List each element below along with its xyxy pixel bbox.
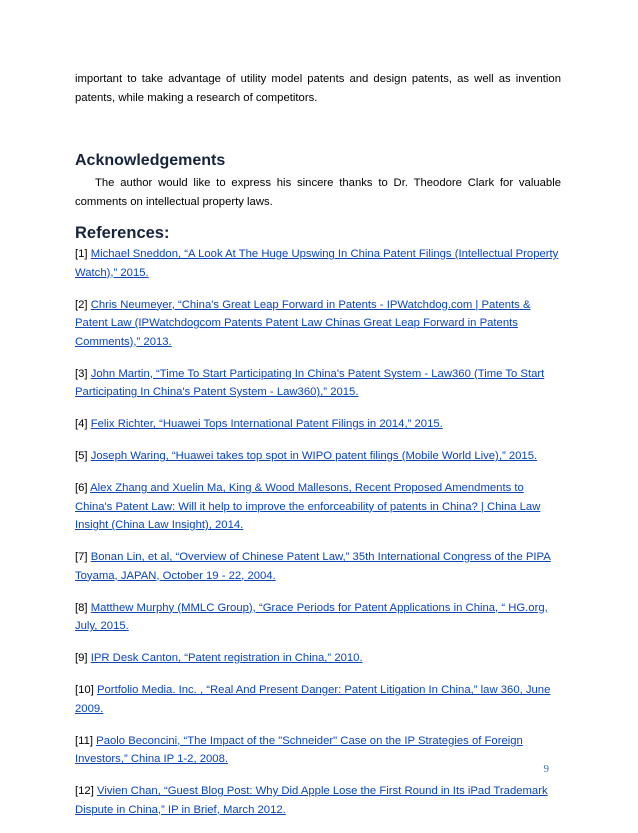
reference-number: [6] — [75, 482, 88, 494]
reference-item-11 — [75, 732, 561, 769]
reference-link-9[interactable]: IPR Desk Canton, “Patent registration in China,” 2010. — [90, 652, 363, 664]
reference-number: [8] — [75, 601, 88, 614]
reference-link-2[interactable]: Chris Neumeyer, “China's Great Leap Forward in Patents - IPWatchdog.com | Patents & Patent Law (IPWatchdogcom Patents Patent Law Chinas Great Leap Forward in Patents Comments),” 2013. — [75, 298, 531, 348]
page-number: 9 — [543, 763, 549, 775]
acknowledgements-paragraph: The author would like to express his sincere thanks to Dr. Theodore Clark for valuable comments on intellectual property laws. — [75, 177, 561, 208]
reference-item-5 — [75, 447, 561, 466]
reference-item-10 — [75, 681, 561, 718]
acknowledgements-heading: Acknowledgements — [75, 152, 226, 169]
reference-number: [9] — [75, 652, 88, 664]
reference-link-11[interactable]: Paolo Beconcini, “The Impact of the "Schneider" Case on the IP Strategies of Foreign Investors,” China IP 1-2, 2008. — [75, 734, 523, 765]
reference-link-6[interactable]: Alex Zhang and Xuelin Ma, King & Wood Mallesons, Recent Proposed Amendments to China's Patent Law: Will it help to improve the enforceability of patents in China? | China Law Insight (China Law Insight), 2014. — [75, 482, 541, 531]
reference-number: [4] — [75, 418, 88, 430]
reference-item-7 — [75, 548, 561, 585]
reference-number: [10] — [75, 684, 94, 696]
reference-link-3[interactable]: John Martin, “Time To Start Participating In China's Patent System - Law360 (Time To Start Participating In China's Patent System - Law360),” 2015. — [75, 367, 545, 398]
reference-number: [3] — [75, 367, 88, 380]
reference-link-12[interactable]: Vivien Chan, “Guest Blog Post: Why Did Apple Lose the First Round in Its iPad Trademark Dispute in China,” IP in Brief, March 2012. — [75, 785, 548, 816]
reference-number: [7] — [75, 551, 88, 563]
document-page — [75, 70, 561, 833]
reference-item-2 — [75, 296, 561, 352]
reference-item-3 — [75, 365, 561, 402]
reference-number: [11] — [75, 734, 94, 747]
reference-item-9 — [75, 649, 561, 668]
reference-number: [12] — [75, 785, 94, 797]
reference-link-8[interactable]: Matthew Murphy (MMLC Group), “Grace Periods for Patent Applications in China, “ HG.org, July, 2015. — [75, 601, 548, 632]
reference-item-1 — [75, 245, 561, 282]
reference-link-4[interactable]: Felix Richter, “Huawei Tops International Patent Filings in 2014,” 2015. — [90, 418, 443, 430]
reference-number: [2] — [75, 298, 88, 311]
reference-number: [1] — [75, 248, 88, 260]
reference-link-5[interactable]: Joseph Waring, “Huawei takes top spot in WIPO patent filings (Mobile World Live),” 2015. — [90, 450, 538, 462]
reference-item-12 — [75, 782, 561, 819]
reference-number: [5] — [75, 450, 88, 462]
intro-paragraph: important to take advantage of utility model patents and design patents, as well as invention patents, while making a research of competitors. — [75, 73, 561, 104]
reference-item-6 — [75, 479, 561, 535]
references-heading: References: — [75, 224, 170, 242]
reference-link-10[interactable]: Portfolio Media. Inc. , “Real And Present Danger: Patent Litigation In China,” law 360, June 2009. — [75, 684, 551, 715]
reference-link-7[interactable]: Bonan Lin, et al, “Overview of Chinese Patent Law,” 35th International Congress of the PIPA Toyama, JAPAN, October 19 - 22, 2004. — [75, 551, 551, 582]
references-list — [75, 245, 561, 819]
reference-item-4 — [75, 415, 561, 434]
reference-item-8 — [75, 599, 561, 636]
reference-link-1[interactable]: Michael Sneddon, “A Look At The Huge Upswing In China Patent Filings (Intellectual Property Watch),” 2015. — [75, 248, 559, 279]
